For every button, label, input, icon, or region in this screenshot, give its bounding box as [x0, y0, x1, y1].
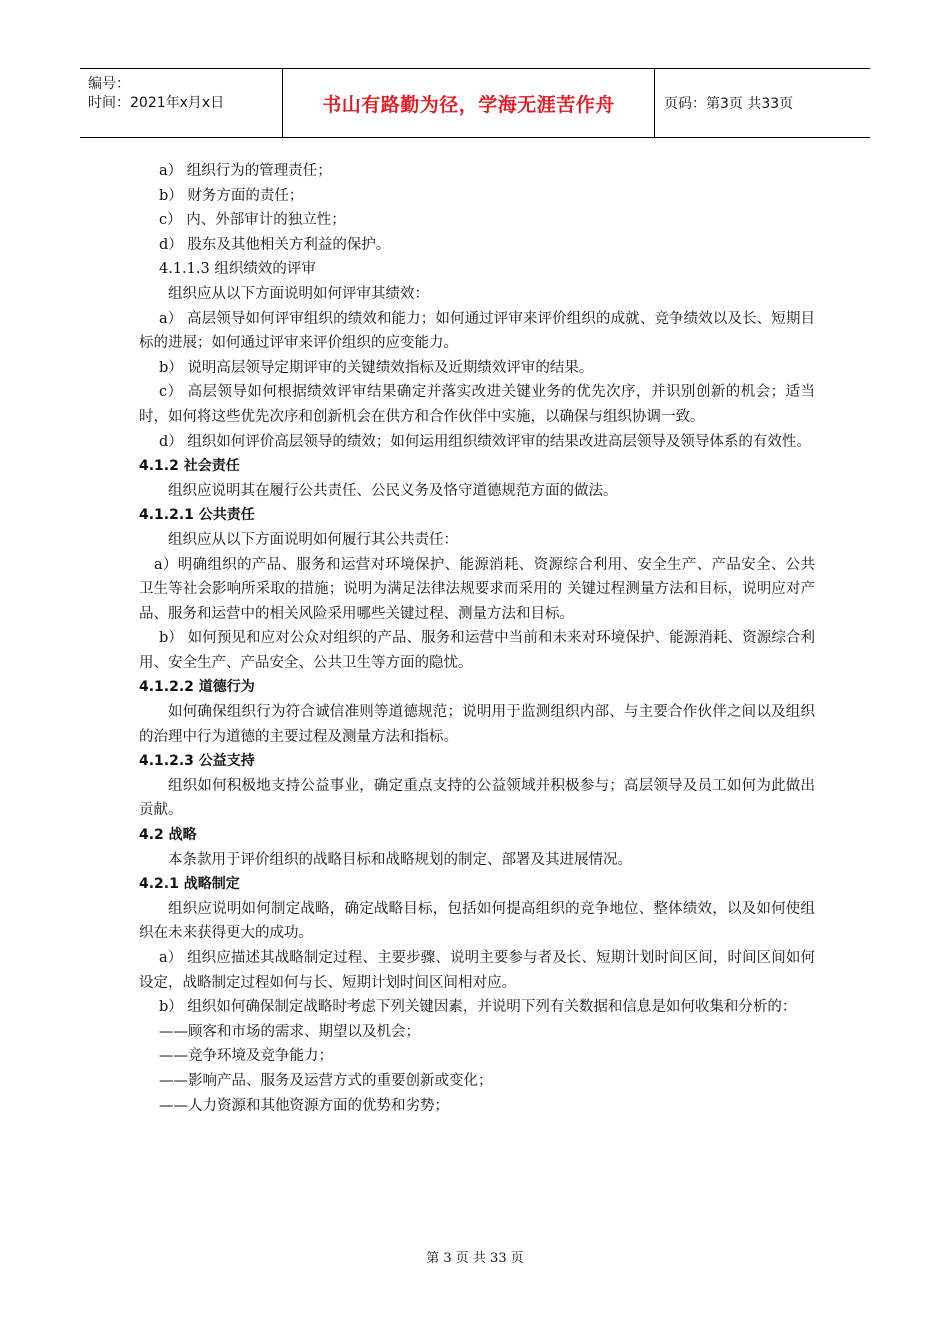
document-body: [139, 159, 815, 1118]
body-paragraph: a）明确组织的产品、服务和运营对环境保护、能源消耗、资源综合利用、安全生产、产品安全、公共卫生等社会影响所采取的措施；说明为满足法律法规要求而采用的 关键过程测量方法和目标，说明应对产品、服务和运营中的相关风险采用哪些关键过程、测量方法和目标。: [139, 556, 815, 622]
body-paragraph: ——竞争环境及竞争能力；: [159, 1048, 333, 1065]
header-meta-cell: [80, 69, 283, 137]
body-paragraph: b） 说明高层领导定期评审的关键绩效指标及近期绩效评审的结果。: [159, 359, 594, 376]
body-paragraph: c） 内、外部审计的独立性；: [159, 212, 346, 229]
section-heading: 4.1.2.3 公益支持: [139, 753, 255, 770]
header-motto-cell: [283, 69, 655, 137]
body-paragraph: 4.1.1.3 组织绩效的评审: [159, 261, 316, 278]
body-paragraph: b） 财务方面的责任；: [159, 187, 304, 204]
header-motto: 书山有路勤为径，学海无涯苦作舟: [322, 93, 615, 116]
section-heading: 4.1.2.1 公共责任: [139, 507, 255, 524]
body-paragraph: 组织如何积极地支持公益事业，确定重点支持的公益领域并积极参与；高层领导及员工如何为此做出贡献。: [139, 777, 815, 819]
body-paragraph: 本条款用于评价组织的战略目标和战略规划的制定、部署及其进展情况。: [168, 851, 632, 868]
body-paragraph: a） 组织行为的管理责任；: [159, 163, 332, 179]
body-paragraph: 组织应从以下方面说明如何评审其绩效：: [168, 285, 429, 302]
body-paragraph: a） 高层领导如何评审组织的绩效和能力；如何通过评审来评价组织的成就、竞争绩效以及长、短期目标的进展；如何通过评审来评价组织的应变能力。: [139, 310, 815, 352]
body-paragraph: 组织应说明其在履行公共责任、公民义务及恪守道德规范方面的做法。: [168, 482, 618, 499]
document-number-label: 编号：: [88, 76, 130, 92]
body-paragraph: d） 股东及其他相关方利益的保护。: [159, 236, 391, 253]
body-paragraph: 如何确保组织行为符合诚信准则等道德规范；说明用于监测组织内部、与主要合作伙伴之间以及组织的治理中行为道德的主要过程及测量方法和指标。: [139, 704, 815, 745]
section-heading: 4.2.1 战略制定: [139, 876, 240, 893]
body-paragraph: b） 组织如何确保制定战略时考虑下列关键因素，并说明下列有关数据和信息是如何收集和分析的：: [159, 999, 797, 1016]
page-footer: 第 3 页 共 33 页: [426, 1251, 524, 1266]
section-heading: 4.2 战略: [139, 827, 197, 844]
section-heading: 4.1.2.2 道德行为: [139, 679, 255, 696]
body-paragraph: ——顾客和市场的需求、期望以及机会；: [159, 1023, 420, 1040]
header-page-info: 页码：第3页 共33页: [664, 96, 794, 112]
body-paragraph: ——人力资源和其他资源方面的优势和劣势；: [159, 1097, 449, 1114]
document-date-label: 时间：2021年x月x日: [88, 95, 225, 111]
header-table: [80, 68, 870, 138]
body-paragraph: 组织应从以下方面说明如何履行其公共责任：: [168, 531, 458, 548]
body-paragraph: a） 组织应描述其战略制定过程、主要步骤、说明主要参与者及长、短期计划时间区间，时间区间如何设定，战略制定过程如何与长、短期计划时间区间相对应。: [139, 950, 815, 991]
body-paragraph: d） 组织如何评价高层领导的绩效；如何运用组织绩效评审的结果改进高层领导及领导体系的有效性。: [159, 433, 811, 450]
body-paragraph: c） 高层领导如何根据绩效评审结果确定并落实改进关键业务的优先次序，并识别创新的机会；适当时，如何将这些优先次序和创新机会在供方和合作伙伴中实施，以确保与组织协调一致。: [139, 384, 815, 425]
body-paragraph: 组织应说明如何制定战略，确定战略目标，包括如何提高组织的竞争地位、整体绩效，以及如何使组织在未来获得更大的成功。: [139, 900, 815, 942]
body-paragraph: b） 如何预见和应对公众对组织的产品、服务和运营中当前和未来对环境保护、能源消耗、资源综合利用、安全生产、产品安全、公共卫生等方面的隐忧。: [139, 630, 815, 671]
section-heading: 4.1.2 社会责任: [139, 458, 240, 475]
body-paragraph: ——影响产品、服务及运营方式的重要创新或变化；: [159, 1072, 493, 1089]
